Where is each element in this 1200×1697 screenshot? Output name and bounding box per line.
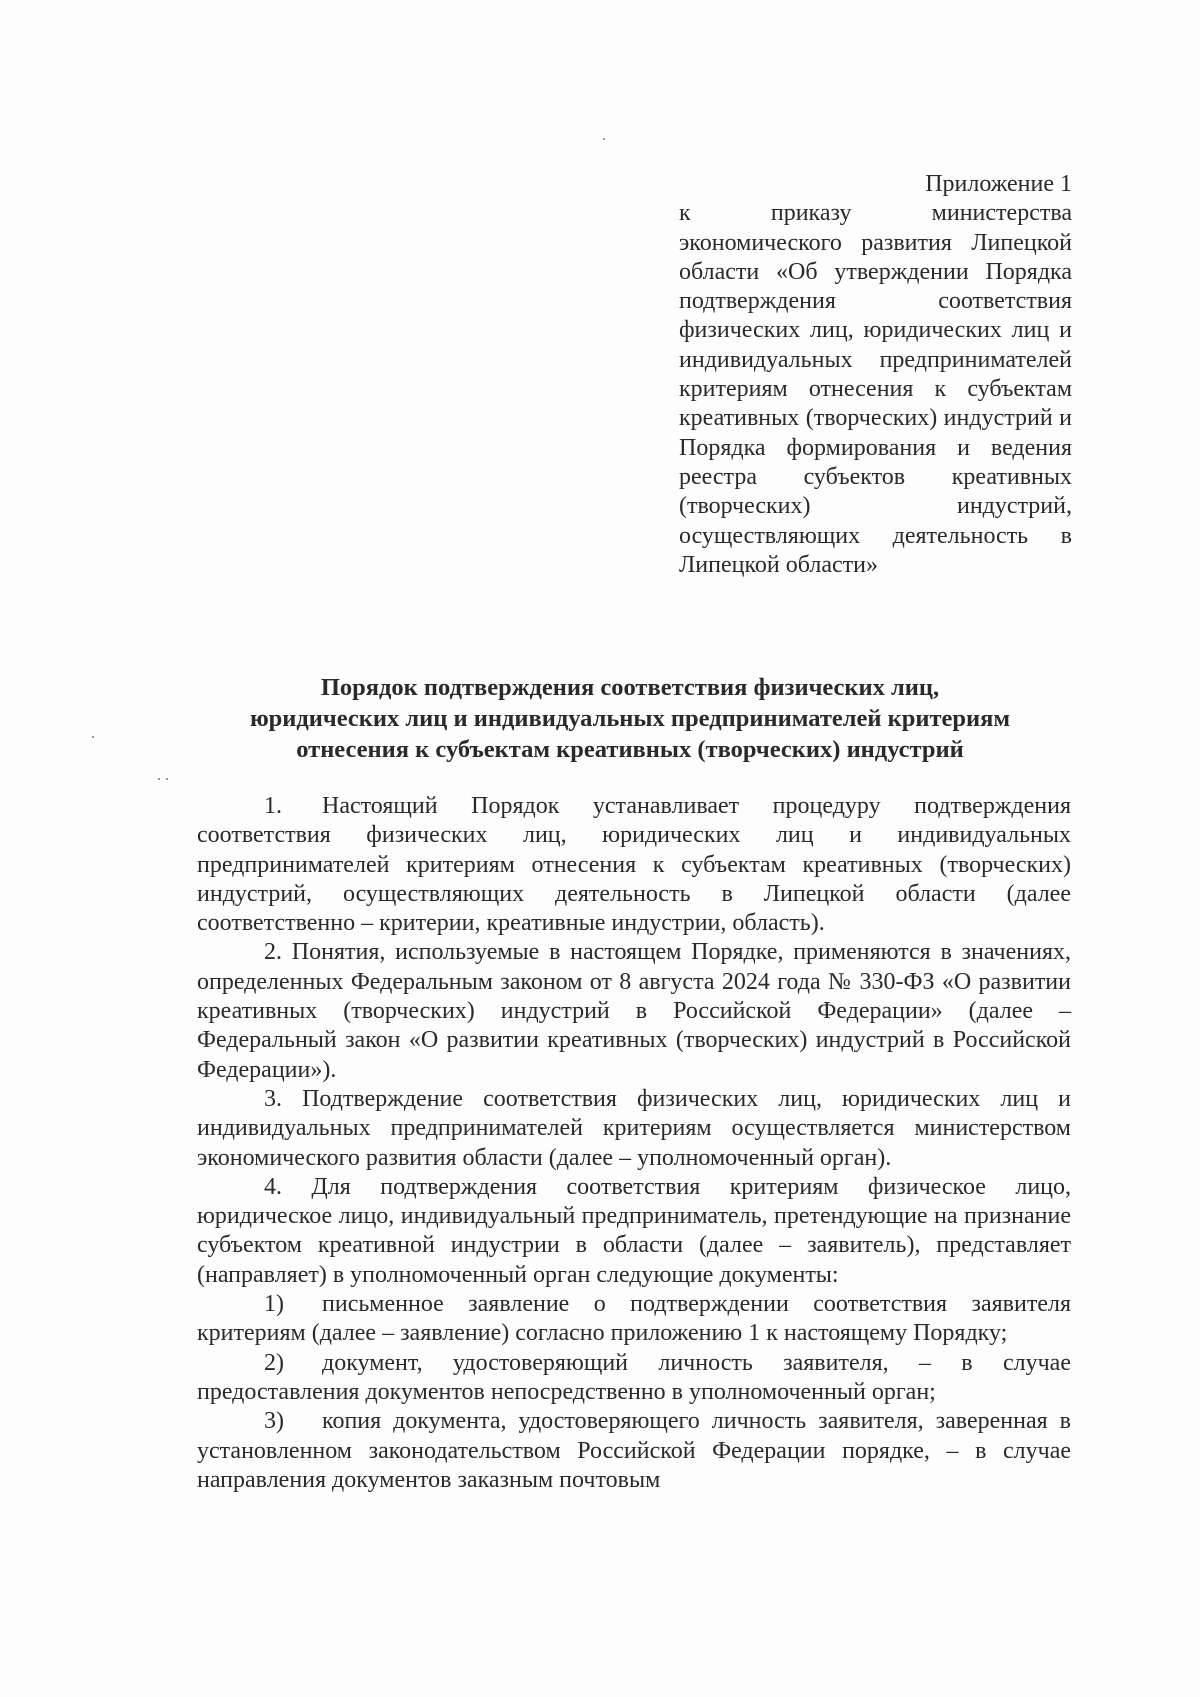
- paragraph-3: [197, 1085, 1071, 1173]
- document-body: [197, 792, 1071, 1495]
- paragraph-number: 1.: [264, 793, 282, 819]
- paragraph-number: 3.: [264, 1085, 282, 1112]
- paragraph-text: Для подтверждения соответствия критериям физическое лицо, юридическое лицо, индивидуальный предприниматель, претендующие на признание субъектом креативной индустрии в области (далее – заявитель), представляет (направляет) в уполномоченный орган следующие документы:: [197, 1173, 1072, 1288]
- list-item-text: копия документа, удостоверяющего личность заявителя, заверенная в установленном законодательством Российской Федерации порядке, – в случае направления документов заказным почтовым: [197, 1408, 1071, 1493]
- appendix-block: [679, 170, 1072, 580]
- title-line: юридических лиц и индивидуальных предпринимателей критериям: [249, 705, 1011, 732]
- paragraph-text: Подтверждение соответствия физических лиц, юридических лиц и индивидуальных предпринимателей критериям осуществляется министерством экономического развития области (далее – уполномоченный орган).: [197, 1085, 1071, 1171]
- paragraph-2: [197, 938, 1071, 1084]
- paragraph-number: 2.: [264, 939, 282, 966]
- list-item-2: [197, 1349, 1071, 1408]
- scan-speck: [158, 778, 160, 780]
- document-title: [190, 672, 1070, 765]
- title-line: отнесения к субъектам креативных (творческих) индустрий: [296, 736, 964, 763]
- scan-speck: [92, 736, 94, 738]
- appendix-body: к приказу министерства экономического развития Липецкой области «Об утверждении Порядка подтверждения соответствия физических лиц, юридических лиц и индивидуальных предпринимателей критериям отнесения к субъектам креативных (творческих) индустрий и Порядка формирования и ведения реестра субъектов креативных (творческих) индустрий, осуществляющих деятельность в Липецкой области»: [679, 200, 1072, 578]
- list-item-text: письменное заявление о подтверждении соответствия заявителя критериям (далее – заявление) согласно приложению 1 к настоящему Порядку;: [197, 1291, 1071, 1347]
- list-item-1: [197, 1290, 1071, 1349]
- list-item-3: [197, 1407, 1071, 1495]
- list-item-number: 1): [264, 1291, 284, 1318]
- paragraph-text: Настоящий Порядок устанавливает процедуру подтверждения соответствия физических лиц, юридических лиц и индивидуальных предпринимателей критериям отнесения к субъектам креативных (творческих) индустрий, осуществляющих деятельность в Липецкой области (далее соответственно – критерии, креативные индустрии, область).: [197, 793, 1071, 937]
- list-item-text: документ, удостоверяющий личность заявителя, – в случае предоставления документов непосредственно в уполномоченный орган;: [197, 1349, 1071, 1405]
- scan-speck: [166, 778, 168, 780]
- list-item-number: 3): [264, 1408, 284, 1435]
- appendix-heading: Приложение 1: [925, 171, 1072, 197]
- title-line: Порядок подтверждения соответствия физических лиц,: [320, 674, 940, 701]
- paragraph-4: [197, 1173, 1071, 1290]
- list-item-number: 2): [264, 1349, 284, 1376]
- scan-speck: [603, 138, 605, 140]
- paragraph-number: 4.: [264, 1173, 282, 1200]
- paragraph-text: Понятия, используемые в настоящем Порядке, применяются в значениях, определенных Федеральным законом от 8 августа 2024 года № 330-ФЗ «О развитии креативных (творческих) индустрий в Российской Федерации» (далее – Федеральный закон «О развитии креативных (творческих) индустрий в Российской Федерации»).: [197, 939, 1072, 1083]
- paragraph-1: [197, 792, 1071, 938]
